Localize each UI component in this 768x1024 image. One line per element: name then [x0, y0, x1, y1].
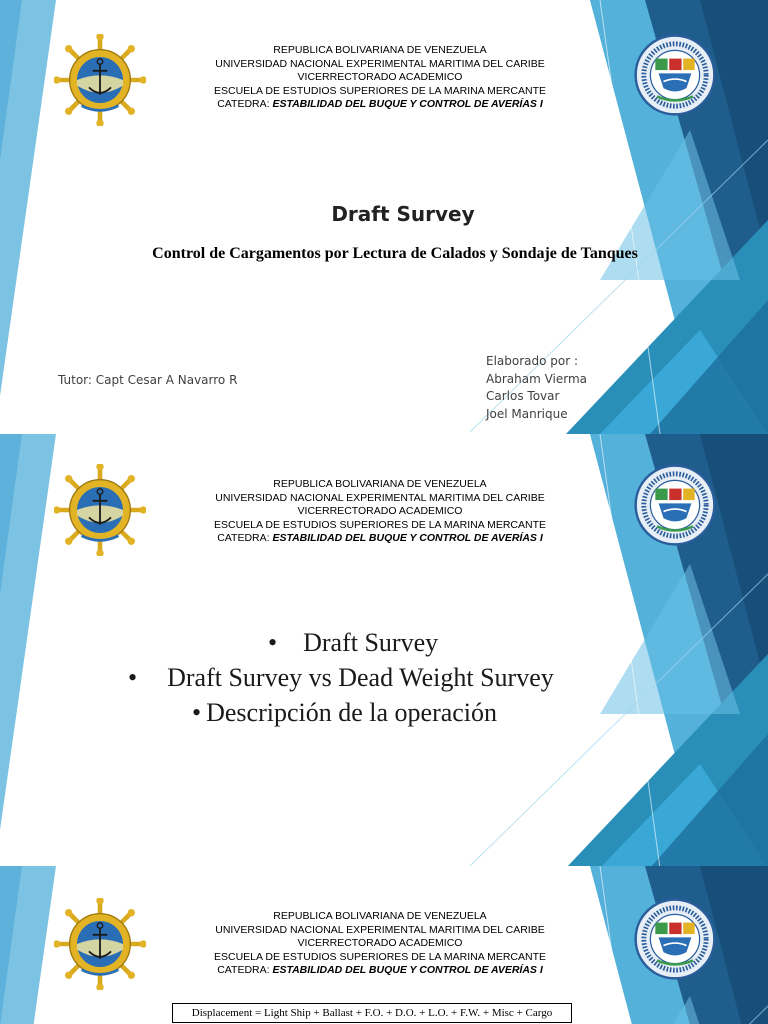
header-catedra: [180, 98, 580, 112]
authors-block: [486, 353, 587, 423]
university-wheel-logo: [54, 464, 146, 556]
university-wheel-logo: [54, 898, 146, 990]
bullet-item: [128, 663, 554, 693]
slide-title: Draft Survey: [331, 202, 475, 226]
author-name: Abraham Vierma: [486, 371, 588, 386]
university-wheel-logo: [54, 34, 146, 126]
header-line-1: REPUBLICA BOLIVARIANA DE VENEZUELA: [273, 44, 487, 56]
slide-1: [0, 0, 768, 434]
header-line-4: ESCUELA DE ESTUDIOS SUPERIORES DE LA MARINA MERCANTE: [214, 950, 546, 963]
header-line-3: VICERRECTORADO ACADEMICO: [297, 71, 463, 83]
bullet-text: Descripción de la operación: [206, 698, 498, 727]
header-catedra: [180, 964, 580, 978]
bullet-marker: •: [192, 698, 202, 727]
header-line-2: UNIVERSIDAD NACIONAL EXPERIMENTAL MARITIMA DEL CARIBE: [215, 923, 545, 936]
catedra-value: ESTABILIDAD DEL BUQUE Y CONTROL DE AVERÍAS I: [272, 98, 543, 110]
bullet-marker: •: [128, 663, 138, 692]
institution-header: [180, 478, 580, 546]
slide-subtitle: Control de Cargamentos por Lectura de Calados y Sondaje de Tanques: [152, 245, 638, 262]
tutor-text: Tutor: Capt Cesar A Navarro R: [58, 373, 238, 387]
bullet-item: [268, 628, 438, 658]
displacement-formula: Displacement = Light Ship + Ballast + F.O. + D.O. + L.O. + F.W. + Misc + Cargo: [172, 1003, 572, 1023]
slide-2: [0, 434, 768, 866]
catedra-label: CATEDRA:: [217, 964, 270, 976]
bullet-marker: •: [268, 628, 278, 657]
header-line-2: UNIVERSIDAD NACIONAL EXPERIMENTAL MARITIMA DEL CARIBE: [215, 57, 545, 70]
university-seal-logo: [634, 898, 716, 980]
author-name: Carlos Tovar: [486, 389, 560, 403]
header-line-4: ESCUELA DE ESTUDIOS SUPERIORES DE LA MARINA MERCANTE: [214, 518, 546, 531]
catedra-label: CATEDRA:: [217, 532, 270, 544]
catedra-value: ESTABILIDAD DEL BUQUE Y CONTROL DE AVERÍAS I: [272, 532, 543, 544]
catedra-value: ESTABILIDAD DEL BUQUE Y CONTROL DE AVERÍAS I: [272, 964, 543, 976]
header-line-2: UNIVERSIDAD NACIONAL EXPERIMENTAL MARITIMA DEL CARIBE: [215, 491, 545, 504]
bullet-text: Draft Survey: [303, 628, 439, 657]
slide-3: [0, 866, 768, 1024]
institution-header: [180, 44, 580, 112]
bullet-item: [192, 698, 497, 728]
header-line-1: REPUBLICA BOLIVARIANA DE VENEZUELA: [273, 478, 487, 490]
university-seal-logo: [634, 464, 716, 546]
bullet-text: Draft Survey vs Dead Weight Survey: [167, 663, 554, 692]
authors-label: Elaborado por :: [486, 354, 579, 368]
catedra-label: CATEDRA:: [217, 98, 270, 110]
header-line-1: REPUBLICA BOLIVARIANA DE VENEZUELA: [273, 910, 487, 922]
author-name: Joel Manrique: [486, 406, 568, 421]
header-line-3: VICERRECTORADO ACADEMICO: [297, 505, 463, 517]
header-line-3: VICERRECTORADO ACADEMICO: [297, 937, 463, 949]
header-line-4: ESCUELA DE ESTUDIOS SUPERIORES DE LA MARINA MERCANTE: [214, 84, 546, 97]
header-catedra: [180, 532, 580, 546]
institution-header: [180, 910, 580, 978]
university-seal-logo: [634, 34, 716, 116]
